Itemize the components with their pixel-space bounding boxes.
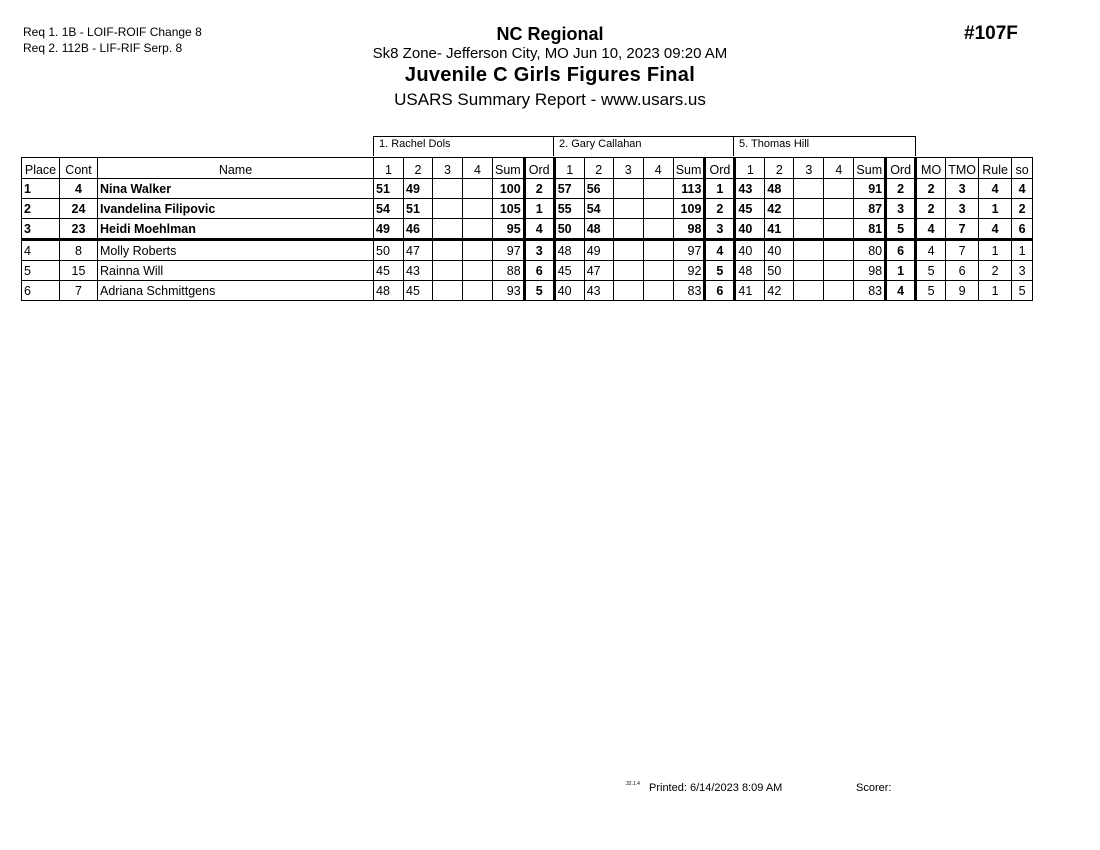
judge-3-score-4-cell bbox=[824, 199, 854, 219]
contestant-number-cell: 15 bbox=[60, 261, 98, 281]
rule-cell: 1 bbox=[979, 281, 1012, 301]
judge-2-ordinal-cell: 2 bbox=[705, 199, 735, 219]
judge-2-score-2-cell: 43 bbox=[584, 281, 613, 301]
judge-3-score-4-cell bbox=[824, 219, 854, 240]
judge-1-ordinal-cell: 1 bbox=[524, 199, 554, 219]
mo-cell: 2 bbox=[916, 179, 946, 199]
judge-3-score-3-cell bbox=[794, 219, 824, 240]
judge-2-sum-cell: 113 bbox=[673, 179, 705, 199]
judge-2-score-3-cell bbox=[613, 240, 643, 261]
place-cell: 5 bbox=[22, 261, 60, 281]
so-cell: 1 bbox=[1012, 240, 1033, 261]
judge-1-score-4-cell bbox=[463, 240, 493, 261]
judge-3-score-2-cell: 42 bbox=[765, 281, 794, 301]
competition-title: NC Regional bbox=[496, 24, 604, 44]
mo-cell: 4 bbox=[916, 219, 946, 240]
judge-1-score-2-cell: 49 bbox=[404, 179, 433, 199]
contestant-number-cell: 8 bbox=[60, 240, 98, 261]
table-row bbox=[22, 281, 1033, 301]
place-cell: 1 bbox=[22, 179, 60, 199]
rule-cell: 1 bbox=[979, 199, 1012, 219]
judge-3-score-1-cell: 45 bbox=[735, 199, 765, 219]
judge-1-score-3-cell bbox=[433, 179, 463, 199]
judge-3-score-1-cell: 43 bbox=[735, 179, 765, 199]
so-cell: 2 bbox=[1012, 199, 1033, 219]
judge-1-score-4-cell bbox=[463, 199, 493, 219]
judge-2-sum-cell: 92 bbox=[673, 261, 705, 281]
judge-1-score-1-cell: 49 bbox=[374, 219, 404, 240]
requirement-1: Req 1. 1B - LOIF-ROIF Change 8 bbox=[23, 25, 202, 39]
judge-3-score-1-cell: 48 bbox=[735, 261, 765, 281]
table-row bbox=[22, 199, 1033, 219]
col-so: so bbox=[1012, 158, 1033, 179]
mo-cell: 5 bbox=[916, 261, 946, 281]
judge-1-score-3-cell bbox=[433, 240, 463, 261]
judge-1-ordinal-cell: 4 bbox=[524, 219, 554, 240]
column-header-row bbox=[22, 158, 1033, 179]
judge-1-ordinal-cell: 5 bbox=[524, 281, 554, 301]
skater-name-cell: Molly Roberts bbox=[98, 240, 374, 261]
col-j1-s3: 3 bbox=[433, 158, 463, 179]
judge-3-ordinal-cell: 6 bbox=[886, 240, 916, 261]
col-mo: MO bbox=[916, 158, 946, 179]
col-j1-s4: 4 bbox=[463, 158, 493, 179]
judge-3-score-2-cell: 48 bbox=[765, 179, 794, 199]
judge-3-score-2-cell: 42 bbox=[765, 199, 794, 219]
rule-cell: 4 bbox=[979, 179, 1012, 199]
col-cont: Cont bbox=[60, 158, 98, 179]
judge-1-sum-cell: 105 bbox=[493, 199, 525, 219]
judge-3-ordinal-cell: 3 bbox=[886, 199, 916, 219]
judge-2-score-1-cell: 40 bbox=[554, 281, 584, 301]
judge-3-score-2-cell: 40 bbox=[765, 240, 794, 261]
judge-2-score-4-cell bbox=[643, 199, 673, 219]
judge-2-score-4-cell bbox=[643, 261, 673, 281]
judge-3-score-1-cell: 41 bbox=[735, 281, 765, 301]
judge-1-sum-cell: 88 bbox=[493, 261, 525, 281]
judge-1-score-2-cell: 43 bbox=[404, 261, 433, 281]
event-title: Juvenile C Girls Figures Final bbox=[404, 64, 696, 86]
judge-2-score-3-cell bbox=[613, 199, 643, 219]
judge-1-score-1-cell: 51 bbox=[374, 179, 404, 199]
judge-3-header: 5. Thomas Hill bbox=[733, 136, 916, 156]
judge-3-sum-cell: 80 bbox=[854, 240, 886, 261]
judge-3-score-3-cell bbox=[794, 199, 824, 219]
judge-1-score-4-cell bbox=[463, 219, 493, 240]
col-j1-s1: 1 bbox=[374, 158, 404, 179]
col-j1-s2: 2 bbox=[404, 158, 433, 179]
judge-3-score-4-cell bbox=[824, 179, 854, 199]
judge-3-score-3-cell bbox=[794, 261, 824, 281]
col-j2-sum: Sum bbox=[673, 158, 705, 179]
judge-2-score-1-cell: 57 bbox=[554, 179, 584, 199]
tmo-cell: 7 bbox=[946, 240, 979, 261]
so-cell: 3 bbox=[1012, 261, 1033, 281]
col-j1-ord: Ord bbox=[524, 158, 554, 179]
judge-3-score-4-cell bbox=[824, 261, 854, 281]
col-j3-s2: 2 bbox=[765, 158, 794, 179]
table-row bbox=[22, 240, 1033, 261]
place-cell: 4 bbox=[22, 240, 60, 261]
judge-1-header: 1. Rachel Dols bbox=[373, 136, 554, 156]
mo-cell: 2 bbox=[916, 199, 946, 219]
judge-2-score-2-cell: 47 bbox=[584, 261, 613, 281]
judge-2-sum-cell: 97 bbox=[673, 240, 705, 261]
judge-1-sum-cell: 97 bbox=[493, 240, 525, 261]
judge-1-score-1-cell: 54 bbox=[374, 199, 404, 219]
mo-cell: 5 bbox=[916, 281, 946, 301]
so-cell: 5 bbox=[1012, 281, 1033, 301]
judge-2-score-1-cell: 48 bbox=[554, 240, 584, 261]
judge-1-sum-cell: 100 bbox=[493, 179, 525, 199]
col-j2-ord: Ord bbox=[705, 158, 735, 179]
contestant-number-cell: 7 bbox=[60, 281, 98, 301]
tmo-cell: 3 bbox=[946, 199, 979, 219]
tmo-cell: 6 bbox=[946, 261, 979, 281]
col-j2-s4: 4 bbox=[643, 158, 673, 179]
place-cell: 3 bbox=[22, 219, 60, 240]
judge-3-score-1-cell: 40 bbox=[735, 219, 765, 240]
judge-2-score-2-cell: 48 bbox=[584, 219, 613, 240]
event-number: #107F bbox=[964, 23, 1018, 44]
judge-1-score-1-cell: 45 bbox=[374, 261, 404, 281]
col-j1-sum: Sum bbox=[493, 158, 525, 179]
judge-2-score-1-cell: 50 bbox=[554, 219, 584, 240]
skater-name-cell: Nina Walker bbox=[98, 179, 374, 199]
so-cell: 6 bbox=[1012, 219, 1033, 240]
judge-1-score-4-cell bbox=[463, 179, 493, 199]
col-j3-sum: Sum bbox=[854, 158, 886, 179]
skater-name-cell: Rainna Will bbox=[98, 261, 374, 281]
judge-1-score-4-cell bbox=[463, 261, 493, 281]
judge-3-sum-cell: 98 bbox=[854, 261, 886, 281]
col-place: Place bbox=[22, 158, 60, 179]
judge-1-ordinal-cell: 3 bbox=[524, 240, 554, 261]
judge-2-ordinal-cell: 5 bbox=[705, 261, 735, 281]
table-row bbox=[22, 219, 1033, 240]
col-name: Name bbox=[98, 158, 374, 179]
table-row bbox=[22, 261, 1033, 281]
place-cell: 6 bbox=[22, 281, 60, 301]
rule-cell: 2 bbox=[979, 261, 1012, 281]
judge-3-score-3-cell bbox=[794, 281, 824, 301]
judge-1-score-1-cell: 50 bbox=[374, 240, 404, 261]
judge-3-sum-cell: 83 bbox=[854, 281, 886, 301]
skater-name-cell: Adriana Schmittgens bbox=[98, 281, 374, 301]
col-j2-s1: 1 bbox=[554, 158, 584, 179]
judge-3-sum-cell: 91 bbox=[854, 179, 886, 199]
judge-1-score-2-cell: 51 bbox=[404, 199, 433, 219]
col-j3-s3: 3 bbox=[794, 158, 824, 179]
mo-cell: 4 bbox=[916, 240, 946, 261]
judge-3-ordinal-cell: 5 bbox=[886, 219, 916, 240]
printed-timestamp: Printed: 6/14/2023 8:09 AM bbox=[649, 782, 783, 794]
judge-2-ordinal-cell: 1 bbox=[705, 179, 735, 199]
requirement-2: Req 2. 112B - LIF-RIF Serp. 8 bbox=[23, 41, 183, 55]
scorer-label: Scorer: bbox=[856, 782, 892, 794]
col-rule: Rule bbox=[979, 158, 1012, 179]
col-j3-ord: Ord bbox=[886, 158, 916, 179]
judge-1-score-2-cell: 45 bbox=[404, 281, 433, 301]
judge-2-score-4-cell bbox=[643, 240, 673, 261]
tmo-cell: 7 bbox=[946, 219, 979, 240]
judge-1-score-1-cell: 48 bbox=[374, 281, 404, 301]
judge-2-score-4-cell bbox=[643, 219, 673, 240]
judge-3-ordinal-cell: 2 bbox=[886, 179, 916, 199]
judge-2-score-1-cell: 55 bbox=[554, 199, 584, 219]
judge-2-score-3-cell bbox=[613, 261, 643, 281]
judge-1-score-3-cell bbox=[433, 261, 463, 281]
judge-3-sum-cell: 87 bbox=[854, 199, 886, 219]
judge-1-score-3-cell bbox=[433, 199, 463, 219]
judge-3-score-3-cell bbox=[794, 179, 824, 199]
judge-1-score-4-cell bbox=[463, 281, 493, 301]
place-cell: 2 bbox=[22, 199, 60, 219]
judge-3-score-3-cell bbox=[794, 240, 824, 261]
judge-2-score-1-cell: 45 bbox=[554, 261, 584, 281]
judge-2-score-2-cell: 49 bbox=[584, 240, 613, 261]
judge-2-score-3-cell bbox=[613, 219, 643, 240]
judge-2-score-4-cell bbox=[643, 179, 673, 199]
judge-1-score-2-cell: 47 bbox=[404, 240, 433, 261]
col-tmo: TMO bbox=[946, 158, 979, 179]
judge-1-ordinal-cell: 2 bbox=[524, 179, 554, 199]
judge-2-header: 2. Gary Callahan bbox=[553, 136, 734, 156]
judge-1-ordinal-cell: 6 bbox=[524, 261, 554, 281]
so-cell: 4 bbox=[1012, 179, 1033, 199]
judge-2-score-2-cell: 54 bbox=[584, 199, 613, 219]
software-version: 32.1.4 bbox=[626, 781, 640, 787]
judge-2-sum-cell: 83 bbox=[673, 281, 705, 301]
rule-cell: 4 bbox=[979, 219, 1012, 240]
skater-name-cell: Heidi Moehlman bbox=[98, 219, 374, 240]
report-title: USARS Summary Report - www.usars.us bbox=[394, 90, 706, 109]
judge-2-score-2-cell: 56 bbox=[584, 179, 613, 199]
results-table bbox=[21, 157, 1033, 301]
judge-2-sum-cell: 98 bbox=[673, 219, 705, 240]
contestant-number-cell: 24 bbox=[60, 199, 98, 219]
venue-line: Sk8 Zone- Jefferson City, MO Jun 10, 2023 09:20 AM bbox=[372, 45, 728, 62]
judge-2-ordinal-cell: 6 bbox=[705, 281, 735, 301]
judge-2-ordinal-cell: 3 bbox=[705, 219, 735, 240]
rule-cell: 1 bbox=[979, 240, 1012, 261]
judge-3-score-4-cell bbox=[824, 281, 854, 301]
judge-3-ordinal-cell: 4 bbox=[886, 281, 916, 301]
tmo-cell: 3 bbox=[946, 179, 979, 199]
judge-3-score-4-cell bbox=[824, 240, 854, 261]
judge-2-score-3-cell bbox=[613, 179, 643, 199]
judge-3-ordinal-cell: 1 bbox=[886, 261, 916, 281]
col-j3-s1: 1 bbox=[735, 158, 765, 179]
contestant-number-cell: 23 bbox=[60, 219, 98, 240]
judge-1-score-2-cell: 46 bbox=[404, 219, 433, 240]
judge-1-sum-cell: 95 bbox=[493, 219, 525, 240]
tmo-cell: 9 bbox=[946, 281, 979, 301]
col-j2-s2: 2 bbox=[584, 158, 613, 179]
table-row bbox=[22, 179, 1033, 199]
judge-2-score-4-cell bbox=[643, 281, 673, 301]
judge-1-sum-cell: 93 bbox=[493, 281, 525, 301]
judge-2-sum-cell: 109 bbox=[673, 199, 705, 219]
judge-3-score-2-cell: 41 bbox=[765, 219, 794, 240]
skater-name-cell: Ivandelina Filipovic bbox=[98, 199, 374, 219]
judge-2-ordinal-cell: 4 bbox=[705, 240, 735, 261]
col-j3-s4: 4 bbox=[824, 158, 854, 179]
judge-3-score-1-cell: 40 bbox=[735, 240, 765, 261]
judge-3-sum-cell: 81 bbox=[854, 219, 886, 240]
judge-1-score-3-cell bbox=[433, 281, 463, 301]
judge-2-score-3-cell bbox=[613, 281, 643, 301]
contestant-number-cell: 4 bbox=[60, 179, 98, 199]
judge-1-score-3-cell bbox=[433, 219, 463, 240]
col-j2-s3: 3 bbox=[613, 158, 643, 179]
judge-3-score-2-cell: 50 bbox=[765, 261, 794, 281]
